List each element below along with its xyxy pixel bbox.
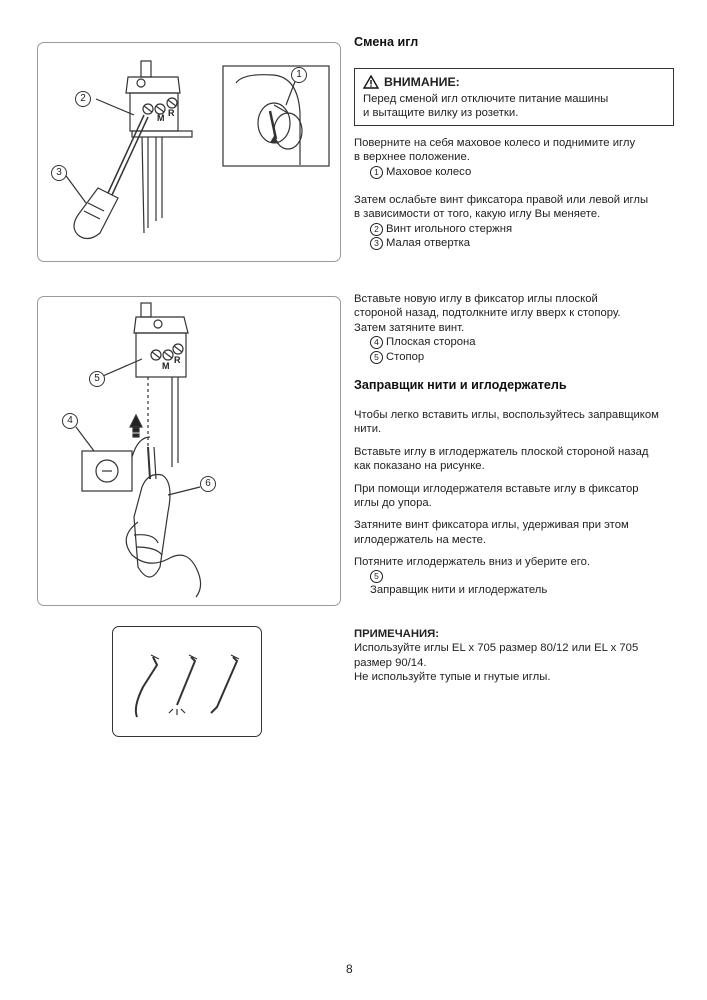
warning-title-row [363, 75, 665, 89]
heading-threader: Заправщик нити и иглодержатель [354, 378, 567, 392]
warning-line-1: Перед сменой игл отключите питание машины [363, 93, 609, 105]
callout-1: 1 [291, 67, 307, 83]
ref-handwheel: 1 Маховое колесо [354, 165, 684, 179]
figure-needle-insert [37, 296, 341, 606]
label-right: R [168, 108, 175, 118]
notes-line-2: размер 90/14. [354, 656, 427, 669]
callout-4: 4 [62, 413, 78, 429]
warning-text [363, 92, 665, 121]
notes-heading: ПРИМЕЧАНИЯ: [354, 628, 439, 640]
warning-line-2: и вытащите вилку из розетки. [363, 107, 519, 120]
label-middle-2: M [162, 361, 170, 371]
s3-para4: Затяните винт фиксатора иглы, удерживая при этом иглодержатель на месте. [354, 519, 629, 546]
notes-line-1: Используйте иглы EL x 705 размер 80/12 или EL x 705 [354, 642, 639, 655]
bad-needles-illustration [113, 627, 261, 736]
callout-6: 6 [200, 476, 216, 492]
figure-damaged-needles [112, 626, 262, 737]
needle-threader-illustration [38, 297, 340, 605]
s3-para1: Чтобы легко вставить иглы, воспользуйтесь заправщиком нити. [354, 409, 659, 436]
para1-line-2: в верхнее положение. [354, 151, 470, 164]
ref-stopper: 5 Стопор [354, 350, 684, 364]
section2-insert-needle [354, 292, 684, 364]
notes-line-3: Не используйте тупые и гнутые иглы. [354, 671, 551, 684]
para2-line-2: в зависимости от того, какую иглу Вы меняете. [354, 208, 601, 221]
section1-para1 [354, 136, 684, 179]
heading-needle-change: Смена игл [354, 35, 419, 49]
label-middle: M [157, 113, 165, 123]
section1-para2 [354, 193, 684, 251]
warning-box [354, 68, 674, 126]
s3-para5: Потяните иглодержатель вниз и уберите его. 5 Заправщик нити и иглодержатель [354, 555, 684, 597]
ref-needle-bar-screw: 2 Винт игольного стержня [354, 222, 684, 236]
para2-line-1: Затем ослабьте винт фиксатора правой или левой иглы [354, 194, 649, 206]
section3-body [354, 408, 684, 605]
callout-3: 3 [51, 165, 67, 181]
s2-line-2: стороной назад, подтолкните иглу вверх к стопору. [354, 307, 621, 320]
s3-para3: При помощи иглодержателя вставьте иглу в фиксатор иглы до упора. [354, 482, 639, 510]
ref-flat-side: 4 Плоская сторона [354, 335, 684, 349]
callout-2: 2 [75, 91, 91, 107]
figure-needle-change [37, 42, 341, 262]
page-number: 8 [346, 962, 353, 976]
ref-small-screwdriver: 3 Малая отвертка [354, 236, 684, 250]
warning-icon [363, 75, 379, 89]
s2-line-3: Затем затяните винт. [354, 321, 465, 334]
s3-para2: Вставьте иглу в иглодержатель плоской стороной назад как показано на рисунке. [354, 445, 649, 473]
ref-threader: 5 Заправщик нити и иглодержатель [370, 570, 548, 596]
label-right-2: R [174, 355, 181, 365]
s2-line-1: Вставьте новую иглу в фиксатор иглы плоской [354, 293, 598, 305]
notes [354, 627, 684, 685]
warning-title: ВНИМАНИЕ: [384, 75, 460, 89]
para1-line-1: Поверните на себя маховое колесо и поднимите иглу [354, 137, 636, 149]
callout-5: 5 [89, 371, 105, 387]
